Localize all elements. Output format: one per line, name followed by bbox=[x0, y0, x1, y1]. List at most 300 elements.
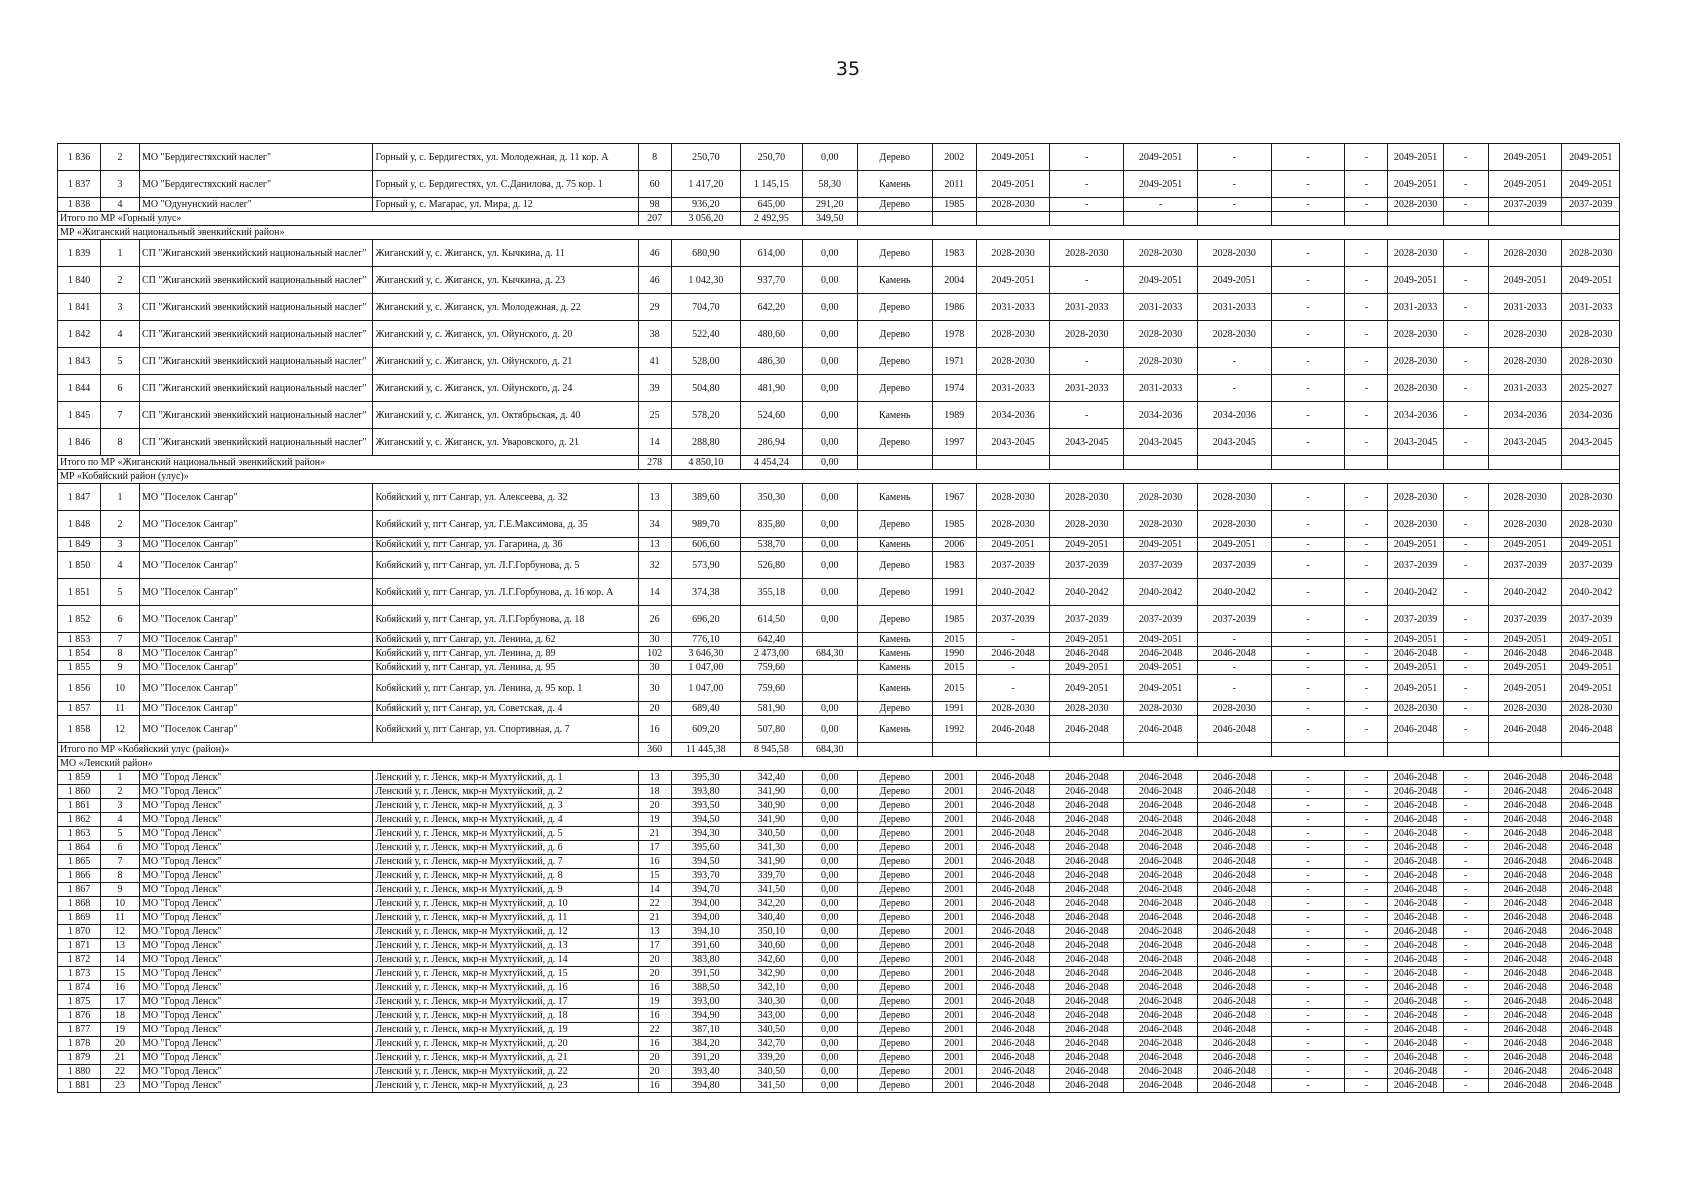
cell-nonresidential-area: 684,30 bbox=[802, 647, 857, 661]
total-row bbox=[58, 743, 1620, 757]
cell-apartments: 8 bbox=[638, 144, 671, 171]
cell-period-5: - bbox=[1271, 813, 1345, 827]
table-row bbox=[58, 552, 1620, 579]
cell-address: Жиганский у, с. Жиганск, ул. Кычкина, д. 11 bbox=[373, 240, 638, 267]
cell-municipality: МО "Поселок Сангар" bbox=[139, 675, 373, 702]
cell-nonresidential-area: 0,00 bbox=[802, 144, 857, 171]
cell-period-10: 2034-2036 bbox=[1562, 402, 1620, 429]
total-empty-cell bbox=[857, 743, 932, 757]
cell-municipality: МО "Город Ленск" bbox=[139, 897, 373, 911]
cell-period-10: 2049-2051 bbox=[1562, 675, 1620, 702]
cell-total-area: 1 417,20 bbox=[671, 171, 741, 198]
total-res: 4 454,24 bbox=[741, 456, 802, 470]
cell-nonresidential-area: 0,00 bbox=[802, 897, 857, 911]
cell-period-2: 2046-2048 bbox=[1050, 981, 1124, 995]
cell-nonresidential-area: 0,00 bbox=[802, 939, 857, 953]
cell-build-year: 1985 bbox=[932, 606, 976, 633]
cell-period-2: 2031-2033 bbox=[1050, 375, 1124, 402]
cell-period-6: - bbox=[1345, 661, 1388, 675]
table-row bbox=[58, 1037, 1620, 1051]
cell-period-6: - bbox=[1345, 552, 1388, 579]
cell-address: Жиганский у, с. Жиганск, ул. Молодежная, д. 22 bbox=[373, 294, 638, 321]
cell-period-1: 2043-2045 bbox=[976, 429, 1050, 456]
cell-wall-material: Дерево bbox=[857, 294, 932, 321]
cell-period-5: - bbox=[1271, 841, 1345, 855]
total-empty-cell bbox=[1488, 456, 1562, 470]
cell-period-2: 2046-2048 bbox=[1050, 953, 1124, 967]
cell-period-1: 2046-2048 bbox=[976, 855, 1050, 869]
cell-wall-material: Дерево bbox=[857, 855, 932, 869]
cell-municipality: МО "Поселок Сангар" bbox=[139, 484, 373, 511]
cell-address: Кобяйский у, пгт Сангар, ул. Г.Е.Максимова, д. 35 bbox=[373, 511, 638, 538]
cell-period-3: 2046-2048 bbox=[1124, 799, 1198, 813]
total-label: Итого по МР «Жиганский национальный эвенкийский район» bbox=[58, 456, 639, 470]
cell-period-8: - bbox=[1443, 348, 1488, 375]
cell-period-6: - bbox=[1345, 198, 1388, 212]
cell-period-1: 2046-2048 bbox=[976, 1037, 1050, 1051]
cell-total-area: 522,40 bbox=[671, 321, 741, 348]
cell-apartments: 20 bbox=[638, 799, 671, 813]
cell-period-2: 2046-2048 bbox=[1050, 647, 1124, 661]
cell-item-number: 1 bbox=[101, 771, 140, 785]
cell-address: Кобяйский у, пгт Сангар, ул. Л.Г.Горбунова, д. 16 кор. А bbox=[373, 579, 638, 606]
cell-period-10: 2040-2042 bbox=[1562, 579, 1620, 606]
cell-period-4: 2028-2030 bbox=[1197, 321, 1271, 348]
cell-municipality: МО "Город Ленск" bbox=[139, 785, 373, 799]
cell-nonresidential-area: 0,00 bbox=[802, 267, 857, 294]
cell-address: Ленский у, г. Ленск, мкр-н Мухтуйский, д. 16 bbox=[373, 981, 638, 995]
cell-period-1: 2046-2048 bbox=[976, 953, 1050, 967]
cell-item-number: 9 bbox=[101, 661, 140, 675]
cell-period-5: - bbox=[1271, 171, 1345, 198]
cell-build-year: 2001 bbox=[932, 1051, 976, 1065]
cell-period-1: 2028-2030 bbox=[976, 198, 1050, 212]
cell-residential-area: 342,60 bbox=[741, 953, 802, 967]
cell-period-3: 2049-2051 bbox=[1124, 675, 1198, 702]
cell-municipality: СП "Жиганский эвенкийский национальный наслег" bbox=[139, 267, 373, 294]
cell-nonresidential-area: 291,20 bbox=[802, 198, 857, 212]
cell-period-1: 2046-2048 bbox=[976, 771, 1050, 785]
cell-nonresidential-area: 0,00 bbox=[802, 579, 857, 606]
cell-period-7: 2028-2030 bbox=[1388, 348, 1443, 375]
cell-period-6: - bbox=[1345, 799, 1388, 813]
cell-nonresidential-area bbox=[802, 661, 857, 675]
cell-period-3: 2046-2048 bbox=[1124, 1023, 1198, 1037]
cell-item-number: 19 bbox=[101, 1023, 140, 1037]
cell-nonresidential-area: 0,00 bbox=[802, 1079, 857, 1093]
cell-item-number: 2 bbox=[101, 267, 140, 294]
cell-address: Жиганский у, с. Жиганск, ул. Ойунского, д. 20 bbox=[373, 321, 638, 348]
cell-period-7: 2028-2030 bbox=[1388, 484, 1443, 511]
table-row bbox=[58, 267, 1620, 294]
cell-period-1: 2046-2048 bbox=[976, 785, 1050, 799]
cell-municipality: СП "Жиганский эвенкийский национальный наслег" bbox=[139, 402, 373, 429]
cell-apartments: 16 bbox=[638, 855, 671, 869]
cell-period-9: 2046-2048 bbox=[1488, 827, 1562, 841]
cell-period-9: 2028-2030 bbox=[1488, 484, 1562, 511]
cell-municipality: МО "Город Ленск" bbox=[139, 883, 373, 897]
total-row bbox=[58, 212, 1620, 226]
total-nonres: 0,00 bbox=[802, 456, 857, 470]
cell-period-3: 2046-2048 bbox=[1124, 647, 1198, 661]
cell-apartments: 19 bbox=[638, 813, 671, 827]
cell-row-number: 1 843 bbox=[58, 348, 101, 375]
cell-nonresidential-area: 0,00 bbox=[802, 813, 857, 827]
cell-period-6: - bbox=[1345, 1037, 1388, 1051]
cell-period-3: 2046-2048 bbox=[1124, 841, 1198, 855]
cell-address: Ленский у, г. Ленск, мкр-н Мухтуйский, д. 8 bbox=[373, 869, 638, 883]
cell-period-9: 2046-2048 bbox=[1488, 841, 1562, 855]
cell-build-year: 2001 bbox=[932, 827, 976, 841]
cell-item-number: 8 bbox=[101, 429, 140, 456]
cell-period-9: 2046-2048 bbox=[1488, 799, 1562, 813]
cell-period-7: 2049-2051 bbox=[1388, 267, 1443, 294]
total-empty-cell bbox=[1562, 212, 1620, 226]
cell-wall-material: Дерево bbox=[857, 785, 932, 799]
cell-apartments: 22 bbox=[638, 897, 671, 911]
cell-period-4: 2046-2048 bbox=[1197, 939, 1271, 953]
cell-item-number: 7 bbox=[101, 402, 140, 429]
cell-address: Ленский у, г. Ленск, мкр-н Мухтуйский, д. 1 bbox=[373, 771, 638, 785]
cell-period-9: 2046-2048 bbox=[1488, 869, 1562, 883]
table-row bbox=[58, 240, 1620, 267]
cell-municipality: МО "Город Ленск" bbox=[139, 771, 373, 785]
cell-apartments: 46 bbox=[638, 267, 671, 294]
total-area: 3 056,20 bbox=[671, 212, 741, 226]
cell-period-8: - bbox=[1443, 1009, 1488, 1023]
cell-address: Горный у, с. Бердигестях, ул. Молодежная, д. 11 кор. А bbox=[373, 144, 638, 171]
cell-period-4: 2046-2048 bbox=[1197, 813, 1271, 827]
cell-period-8: - bbox=[1443, 552, 1488, 579]
total-empty-cell bbox=[1124, 743, 1198, 757]
cell-nonresidential-area: 0,00 bbox=[802, 925, 857, 939]
cell-period-5: - bbox=[1271, 552, 1345, 579]
cell-wall-material: Дерево bbox=[857, 967, 932, 981]
cell-period-10: 2046-2048 bbox=[1562, 716, 1620, 743]
total-empty-cell bbox=[932, 743, 976, 757]
cell-period-8: - bbox=[1443, 675, 1488, 702]
cell-period-7: 2046-2048 bbox=[1388, 841, 1443, 855]
cell-period-7: 2046-2048 bbox=[1388, 925, 1443, 939]
cell-period-4: 2049-2051 bbox=[1197, 538, 1271, 552]
cell-period-8: - bbox=[1443, 606, 1488, 633]
cell-period-2: 2049-2051 bbox=[1050, 661, 1124, 675]
cell-period-4: 2046-2048 bbox=[1197, 1023, 1271, 1037]
cell-build-year: 2001 bbox=[932, 1065, 976, 1079]
cell-nonresidential-area: 0,00 bbox=[802, 240, 857, 267]
cell-residential-area: 759,60 bbox=[741, 675, 802, 702]
cell-wall-material: Дерево bbox=[857, 198, 932, 212]
cell-period-6: - bbox=[1345, 897, 1388, 911]
cell-period-5: - bbox=[1271, 538, 1345, 552]
cell-period-3: 2046-2048 bbox=[1124, 1051, 1198, 1065]
cell-residential-area: 526,80 bbox=[741, 552, 802, 579]
cell-period-10: 2028-2030 bbox=[1562, 484, 1620, 511]
cell-period-6: - bbox=[1345, 883, 1388, 897]
cell-period-9: 2046-2048 bbox=[1488, 1079, 1562, 1093]
total-area: 11 445,38 bbox=[671, 743, 741, 757]
cell-address: Кобяйский у, пгт Сангар, ул. Л.Г.Горбунова, д. 5 bbox=[373, 552, 638, 579]
cell-period-2: 2046-2048 bbox=[1050, 771, 1124, 785]
cell-address: Кобяйский у, пгт Сангар, ул. Советская, д. 4 bbox=[373, 702, 638, 716]
cell-period-4: 2037-2039 bbox=[1197, 606, 1271, 633]
cell-total-area: 393,40 bbox=[671, 1065, 741, 1079]
cell-period-3: 2046-2048 bbox=[1124, 1079, 1198, 1093]
cell-period-6: - bbox=[1345, 1079, 1388, 1093]
cell-apartments: 14 bbox=[638, 429, 671, 456]
cell-period-3: 2046-2048 bbox=[1124, 883, 1198, 897]
cell-period-8: - bbox=[1443, 661, 1488, 675]
cell-period-3: 2049-2051 bbox=[1124, 171, 1198, 198]
table-row bbox=[58, 869, 1620, 883]
cell-residential-area: 538,70 bbox=[741, 538, 802, 552]
cell-period-2: 2046-2048 bbox=[1050, 883, 1124, 897]
cell-municipality: МО "Поселок Сангар" bbox=[139, 661, 373, 675]
cell-period-3: 2046-2048 bbox=[1124, 939, 1198, 953]
cell-period-10: 2037-2039 bbox=[1562, 606, 1620, 633]
cell-municipality: МО "Поселок Сангар" bbox=[139, 538, 373, 552]
table-row bbox=[58, 633, 1620, 647]
cell-period-3: 2028-2030 bbox=[1124, 484, 1198, 511]
total-empty-cell bbox=[976, 743, 1050, 757]
cell-row-number: 1 844 bbox=[58, 375, 101, 402]
cell-period-3: 2046-2048 bbox=[1124, 897, 1198, 911]
cell-period-4: 2034-2036 bbox=[1197, 402, 1271, 429]
cell-period-2: 2046-2048 bbox=[1050, 897, 1124, 911]
cell-period-1: 2037-2039 bbox=[976, 606, 1050, 633]
cell-address: Кобяйский у, пгт Сангар, ул. Алексеева, д. 32 bbox=[373, 484, 638, 511]
cell-period-3: 2046-2048 bbox=[1124, 911, 1198, 925]
cell-period-3: 2043-2045 bbox=[1124, 429, 1198, 456]
cell-total-area: 504,80 bbox=[671, 375, 741, 402]
total-apts: 207 bbox=[638, 212, 671, 226]
cell-total-area: 391,50 bbox=[671, 967, 741, 981]
cell-municipality: МО "Город Ленск" bbox=[139, 1079, 373, 1093]
cell-residential-area: 341,50 bbox=[741, 883, 802, 897]
total-empty-cell bbox=[857, 212, 932, 226]
cell-build-year: 1991 bbox=[932, 579, 976, 606]
cell-period-5: - bbox=[1271, 883, 1345, 897]
cell-period-2: 2040-2042 bbox=[1050, 579, 1124, 606]
cell-apartments: 20 bbox=[638, 1051, 671, 1065]
cell-period-8: - bbox=[1443, 911, 1488, 925]
cell-nonresidential-area bbox=[802, 675, 857, 702]
cell-residential-area: 343,00 bbox=[741, 1009, 802, 1023]
cell-row-number: 1 880 bbox=[58, 1065, 101, 1079]
cell-period-6: - bbox=[1345, 827, 1388, 841]
cell-period-9: 2046-2048 bbox=[1488, 953, 1562, 967]
table-row bbox=[58, 813, 1620, 827]
cell-period-5: - bbox=[1271, 348, 1345, 375]
cell-total-area: 389,60 bbox=[671, 484, 741, 511]
cell-address: Горный у, с. Бердигестях, ул. С.Данилова, д. 75 кор. 1 bbox=[373, 171, 638, 198]
cell-period-1: - bbox=[976, 633, 1050, 647]
cell-item-number: 21 bbox=[101, 1051, 140, 1065]
cell-wall-material: Дерево bbox=[857, 911, 932, 925]
cell-period-8: - bbox=[1443, 579, 1488, 606]
cell-item-number: 11 bbox=[101, 702, 140, 716]
cell-period-4: 2046-2048 bbox=[1197, 1009, 1271, 1023]
cell-nonresidential-area: 0,00 bbox=[802, 841, 857, 855]
cell-period-9: 2028-2030 bbox=[1488, 511, 1562, 538]
cell-period-10: 2046-2048 bbox=[1562, 1079, 1620, 1093]
cell-period-9: 2049-2051 bbox=[1488, 633, 1562, 647]
cell-period-9: 2040-2042 bbox=[1488, 579, 1562, 606]
cell-period-1: 2031-2033 bbox=[976, 375, 1050, 402]
cell-build-year: 1983 bbox=[932, 552, 976, 579]
cell-period-3: 2046-2048 bbox=[1124, 716, 1198, 743]
cell-period-6: - bbox=[1345, 981, 1388, 995]
cell-address: Ленский у, г. Ленск, мкр-н Мухтуйский, д. 14 bbox=[373, 953, 638, 967]
cell-residential-area: 1 145,15 bbox=[741, 171, 802, 198]
cell-total-area: 395,60 bbox=[671, 841, 741, 855]
cell-period-2: 2046-2048 bbox=[1050, 1023, 1124, 1037]
cell-period-2: 2037-2039 bbox=[1050, 552, 1124, 579]
cell-municipality: МО "Город Ленск" bbox=[139, 981, 373, 995]
cell-period-4: 2040-2042 bbox=[1197, 579, 1271, 606]
cell-period-9: 2031-2033 bbox=[1488, 375, 1562, 402]
cell-period-8: - bbox=[1443, 855, 1488, 869]
cell-address: Ленский у, г. Ленск, мкр-н Мухтуйский, д. 3 bbox=[373, 799, 638, 813]
cell-row-number: 1 857 bbox=[58, 702, 101, 716]
cell-apartments: 32 bbox=[638, 552, 671, 579]
table-row bbox=[58, 321, 1620, 348]
cell-period-9: 2046-2048 bbox=[1488, 771, 1562, 785]
total-empty-cell bbox=[1271, 743, 1345, 757]
cell-build-year: 2015 bbox=[932, 675, 976, 702]
cell-period-2: 2046-2048 bbox=[1050, 925, 1124, 939]
cell-row-number: 1 865 bbox=[58, 855, 101, 869]
cell-period-7: 2046-2048 bbox=[1388, 995, 1443, 1009]
cell-period-4: - bbox=[1197, 348, 1271, 375]
cell-apartments: 16 bbox=[638, 1037, 671, 1051]
cell-period-2: 2046-2048 bbox=[1050, 869, 1124, 883]
cell-build-year: 2001 bbox=[932, 841, 976, 855]
cell-row-number: 1 873 bbox=[58, 967, 101, 981]
cell-period-6: - bbox=[1345, 402, 1388, 429]
cell-period-2: 2046-2048 bbox=[1050, 841, 1124, 855]
cell-period-1: 2028-2030 bbox=[976, 240, 1050, 267]
cell-row-number: 1 856 bbox=[58, 675, 101, 702]
cell-period-9: 2037-2039 bbox=[1488, 552, 1562, 579]
cell-period-10: 2046-2048 bbox=[1562, 785, 1620, 799]
cell-total-area: 391,60 bbox=[671, 939, 741, 953]
cell-item-number: 15 bbox=[101, 967, 140, 981]
cell-wall-material: Дерево bbox=[857, 981, 932, 995]
cell-period-7: 2049-2051 bbox=[1388, 675, 1443, 702]
cell-period-1: 2031-2033 bbox=[976, 294, 1050, 321]
cell-period-5: - bbox=[1271, 675, 1345, 702]
cell-period-10: 2049-2051 bbox=[1562, 267, 1620, 294]
cell-address: Ленский у, г. Ленск, мкр-н Мухтуйский, д. 17 bbox=[373, 995, 638, 1009]
cell-period-6: - bbox=[1345, 538, 1388, 552]
cell-period-2: 2046-2048 bbox=[1050, 785, 1124, 799]
cell-residential-area: 481,90 bbox=[741, 375, 802, 402]
cell-residential-area: 339,70 bbox=[741, 869, 802, 883]
cell-period-7: 2049-2051 bbox=[1388, 171, 1443, 198]
cell-period-8: - bbox=[1443, 799, 1488, 813]
cell-total-area: 395,30 bbox=[671, 771, 741, 785]
cell-period-10: 2043-2045 bbox=[1562, 429, 1620, 456]
cell-item-number: 13 bbox=[101, 939, 140, 953]
cell-municipality: СП "Жиганский эвенкийский национальный наслег" bbox=[139, 429, 373, 456]
cell-build-year: 2006 bbox=[932, 538, 976, 552]
cell-period-3: 2028-2030 bbox=[1124, 511, 1198, 538]
cell-period-4: - bbox=[1197, 171, 1271, 198]
cell-period-2: 2049-2051 bbox=[1050, 633, 1124, 647]
cell-wall-material: Дерево bbox=[857, 579, 932, 606]
cell-address: Ленский у, г. Ленск, мкр-н Мухтуйский, д. 7 bbox=[373, 855, 638, 869]
cell-row-number: 1 878 bbox=[58, 1037, 101, 1051]
cell-period-2: 2028-2030 bbox=[1050, 484, 1124, 511]
total-empty-cell bbox=[1388, 456, 1443, 470]
cell-period-1: 2049-2051 bbox=[976, 267, 1050, 294]
cell-total-area: 394,00 bbox=[671, 911, 741, 925]
cell-period-10: 2046-2048 bbox=[1562, 981, 1620, 995]
cell-period-7: 2046-2048 bbox=[1388, 1023, 1443, 1037]
cell-apartments: 46 bbox=[638, 240, 671, 267]
cell-nonresidential-area: 0,00 bbox=[802, 716, 857, 743]
cell-nonresidential-area: 0,00 bbox=[802, 953, 857, 967]
cell-period-4: - bbox=[1197, 661, 1271, 675]
cell-period-1: 2046-2048 bbox=[976, 981, 1050, 995]
table-row bbox=[58, 785, 1620, 799]
cell-residential-area: 614,50 bbox=[741, 606, 802, 633]
cell-address: Горный у, с. Магарас, ул. Мира, д. 12 bbox=[373, 198, 638, 212]
cell-build-year: 2015 bbox=[932, 661, 976, 675]
cell-period-8: - bbox=[1443, 827, 1488, 841]
cell-period-5: - bbox=[1271, 579, 1345, 606]
cell-period-9: 2046-2048 bbox=[1488, 967, 1562, 981]
cell-period-10: 2046-2048 bbox=[1562, 1009, 1620, 1023]
cell-apartments: 21 bbox=[638, 827, 671, 841]
cell-period-2: 2046-2048 bbox=[1050, 1009, 1124, 1023]
cell-period-2: 2046-2048 bbox=[1050, 716, 1124, 743]
cell-period-8: - bbox=[1443, 321, 1488, 348]
cell-period-7: 2046-2048 bbox=[1388, 647, 1443, 661]
cell-period-4: 2046-2048 bbox=[1197, 841, 1271, 855]
cell-period-10: 2046-2048 bbox=[1562, 953, 1620, 967]
cell-period-6: - bbox=[1345, 675, 1388, 702]
cell-row-number: 1 876 bbox=[58, 1009, 101, 1023]
cell-period-1: 2046-2048 bbox=[976, 1065, 1050, 1079]
cell-period-1: 2049-2051 bbox=[976, 171, 1050, 198]
cell-municipality: МО "Город Ленск" bbox=[139, 967, 373, 981]
table-row bbox=[58, 883, 1620, 897]
cell-address: Кобяйский у, пгт Сангар, ул. Л.Г.Горбунова, д. 18 bbox=[373, 606, 638, 633]
cell-item-number: 7 bbox=[101, 855, 140, 869]
cell-period-3: 2028-2030 bbox=[1124, 348, 1198, 375]
cell-period-5: - bbox=[1271, 995, 1345, 1009]
total-empty-cell bbox=[1345, 743, 1388, 757]
cell-period-1: 2046-2048 bbox=[976, 883, 1050, 897]
cell-item-number: 3 bbox=[101, 294, 140, 321]
cell-period-3: 2046-2048 bbox=[1124, 869, 1198, 883]
cell-total-area: 394,30 bbox=[671, 827, 741, 841]
cell-period-8: - bbox=[1443, 633, 1488, 647]
cell-item-number: 17 bbox=[101, 995, 140, 1009]
cell-row-number: 1 866 bbox=[58, 869, 101, 883]
total-empty-cell bbox=[857, 456, 932, 470]
cell-period-4: 2028-2030 bbox=[1197, 484, 1271, 511]
cell-period-3: 2046-2048 bbox=[1124, 855, 1198, 869]
cell-address: Ленский у, г. Ленск, мкр-н Мухтуйский, д. 10 bbox=[373, 897, 638, 911]
cell-apartments: 26 bbox=[638, 606, 671, 633]
cell-period-4: - bbox=[1197, 633, 1271, 647]
cell-period-4: 2031-2033 bbox=[1197, 294, 1271, 321]
cell-period-8: - bbox=[1443, 1037, 1488, 1051]
cell-build-year: 2001 bbox=[932, 911, 976, 925]
